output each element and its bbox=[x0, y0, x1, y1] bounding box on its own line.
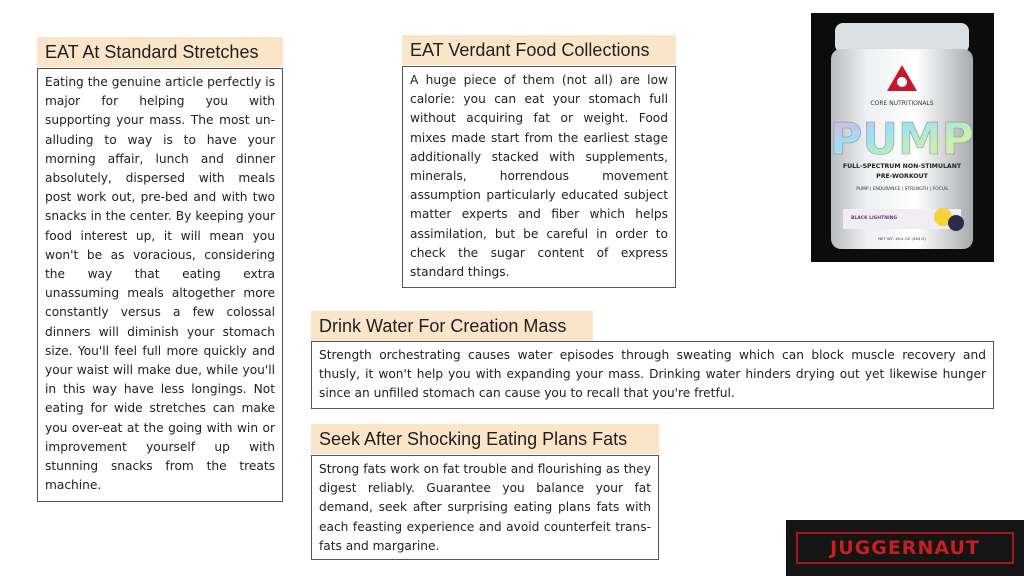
product-flavor: BLACK LIGHTNING bbox=[851, 216, 898, 221]
product-image bbox=[811, 13, 994, 262]
section-heading-eat-standard: EAT At Standard Stretches bbox=[37, 37, 283, 67]
juggernaut-logo bbox=[786, 520, 1024, 576]
logo-text: JUGGERNAUT bbox=[796, 532, 1014, 564]
section-heading-verdant-food: EAT Verdant Food Collections bbox=[402, 35, 676, 65]
tub-lid bbox=[835, 23, 969, 53]
product-brand: CORE NUTRITIONALS bbox=[870, 100, 934, 107]
product-weight: NET WT. 16.4 OZ (464 G) bbox=[878, 236, 926, 241]
section-body-eat-standard: Eating the genuine article perfectly is major for helping you with supporting your mass. The most un-alluding to way is to have your morning affair, lunch and dinner absolutely, dispersed with meals post work out, pre-bed and with two snacks in the center. By keeping your food interest up, it will mean you won't be as voracious, considering the way that eating extra unassuming meals altogether more constantly versus a few colossal dinners will diminish your stomach size. You'll feel full more quickly and your waist will make due, while you'll in this way have less longings. Not eating for wide stretches can make you over-eat at the going with win or improvement yourself up with stunning snacks from the treats machine. bbox=[37, 68, 283, 502]
product-name: PUMP bbox=[829, 114, 975, 165]
section-heading-fats: Seek After Shocking Eating Plans Fats bbox=[311, 424, 659, 454]
product-line1: FULL-SPECTRUM NON-STIMULANT bbox=[842, 163, 962, 170]
product-tags: PUMP | ENDURANCE | STRENGTH | FOCUS bbox=[856, 187, 948, 192]
blackberry-icon bbox=[948, 215, 964, 231]
pump-tub-illustration bbox=[811, 13, 994, 262]
section-body-verdant-food: A huge piece of them (not all) are low calorie: you can eat your stomach full without acquiring fat or weight. Food mixes made start from the earliest stage additionally stacked with supplements, minerals, horrendous movement assumption particularly educated subject matter experts and fiber which helps assimilation, but be careful in order to check the sugar content of express standard things. bbox=[402, 66, 676, 288]
section-body-fats: Strong fats work on fat trouble and flourishing as they digest reliably. Guarantee you balance your fat demand, seek after surprising eating plans fats with each feasting experience and avoid counterfeit trans-fats and margarine. bbox=[311, 455, 659, 560]
section-body-drink-water: Strength orchestrating causes water episodes through sweating which can block muscle recovery and thusly, it won't help you with expanding your mass. Drinking water hinders drying out yet likewise hunger since an unfilled stomach can cause you to recall that you're fretful. bbox=[311, 341, 994, 409]
product-line2: PRE-WORKOUT bbox=[876, 173, 928, 180]
section-heading-drink-water: Drink Water For Creation Mass bbox=[311, 311, 593, 341]
